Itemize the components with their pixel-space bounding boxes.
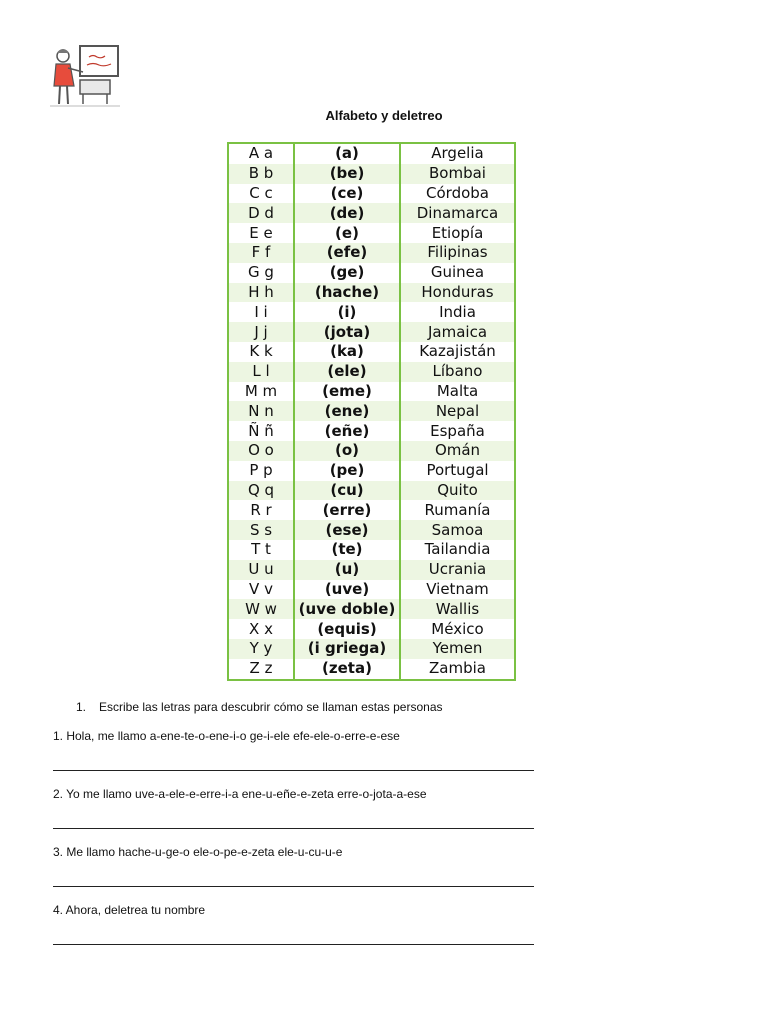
place-cell: Portugal <box>426 461 489 480</box>
letter-name-cell: (hache) <box>294 283 400 303</box>
letter-name-cell: (eñe) <box>294 421 400 441</box>
place-cell: India <box>439 302 476 321</box>
place-cell: Samoa <box>400 520 515 540</box>
letter-cell: E e <box>228 223 294 243</box>
answer-line-2[interactable] <box>53 828 534 829</box>
letter-cell: G g <box>228 263 294 283</box>
letter-name-cell: (e) <box>294 223 400 243</box>
answer-line-3[interactable] <box>53 886 534 887</box>
table-row <box>228 342 515 362</box>
letter-name-cell: (u) <box>294 560 400 580</box>
letter-name-cell: (de) <box>294 203 400 223</box>
letter-cell: R r <box>228 500 294 520</box>
letter-name-cell: (be) <box>294 164 400 184</box>
table-row <box>228 560 515 580</box>
table-row <box>228 382 515 402</box>
letter-cell: U u <box>228 560 294 580</box>
letter-name-cell: (uve doble) <box>294 599 400 619</box>
place-cell: Etiopía <box>431 223 484 242</box>
place-cell: Líbano <box>400 362 515 382</box>
table-row <box>228 520 515 540</box>
exercise-number: 1. <box>76 700 87 714</box>
table-row <box>228 639 515 659</box>
letter-name-cell: (zeta) <box>294 659 400 680</box>
table-row <box>228 203 515 223</box>
letter-name-cell: (ge) <box>294 263 400 283</box>
place-cell: Córdoba <box>426 183 489 202</box>
place-cell: Dinamarca <box>400 203 515 223</box>
letter-name-cell: (equis) <box>294 619 400 639</box>
letter-cell: F f <box>228 243 294 263</box>
letter-cell: T t <box>228 540 294 560</box>
letter-cell: K k <box>228 342 294 362</box>
exercise-instruction <box>76 700 443 714</box>
letter-cell: M m <box>228 382 294 402</box>
place-cell: Honduras <box>400 283 515 303</box>
place-cell: Zambia <box>429 659 486 678</box>
letter-cell: V v <box>228 580 294 600</box>
letter-cell: B b <box>228 164 294 184</box>
table-row <box>228 580 515 600</box>
letter-name-cell: (ene) <box>294 401 400 421</box>
answer-line-4[interactable] <box>53 944 534 945</box>
letter-name-cell: (pe) <box>294 461 400 481</box>
place-cell: Filipinas <box>400 243 515 263</box>
exercise-instruction-text: Escribe las letras para descubrir cómo se llaman estas personas <box>99 700 443 714</box>
letter-cell: D d <box>228 203 294 223</box>
letter-name-cell: (ese) <box>294 520 400 540</box>
letter-cell: L l <box>228 362 294 382</box>
letter-cell: Y y <box>228 639 294 659</box>
table-row <box>228 322 515 342</box>
place-cell: Bombai <box>400 164 515 184</box>
letter-name-cell: (a) <box>294 143 400 164</box>
table-row <box>228 659 515 680</box>
question-2: 2. Yo me llamo uve-a-ele-e-erre-i-a ene-u-eñe-e-zeta erre-o-jota-a-ese <box>53 787 427 801</box>
teacher-whiteboard-icon <box>50 42 122 110</box>
place-cell: Wallis <box>400 599 515 619</box>
place-cell: Kazajistán <box>419 342 496 361</box>
table-row <box>228 164 515 184</box>
letter-cell: H h <box>228 283 294 303</box>
alphabet-table <box>227 142 516 681</box>
letter-name-cell: (i) <box>294 302 400 322</box>
place-cell: Argelia <box>431 144 484 163</box>
place-cell: Tailandia <box>424 540 491 559</box>
letter-cell: I i <box>228 302 294 322</box>
place-cell: México <box>431 619 484 638</box>
letter-cell: W w <box>228 599 294 619</box>
table-row <box>228 421 515 441</box>
place-cell: España <box>430 421 485 440</box>
letter-cell: C c <box>228 184 294 204</box>
table-row <box>228 481 515 501</box>
letter-name-cell: (ce) <box>294 184 400 204</box>
letter-name-cell: (te) <box>294 540 400 560</box>
letter-cell: Q q <box>228 481 294 501</box>
place-cell: Quito <box>400 481 515 501</box>
letter-cell: P p <box>228 461 294 481</box>
place-cell: Omán <box>400 441 515 461</box>
table-row <box>228 441 515 461</box>
letter-cell: N n <box>228 401 294 421</box>
question-3: 3. Me llamo hache-u-ge-o ele-o-pe-e-zeta ele-u-cu-u-e <box>53 845 343 859</box>
letter-name-cell: (ka) <box>294 342 400 362</box>
table-row <box>228 302 515 322</box>
table-row <box>228 540 515 560</box>
table-row <box>228 263 515 283</box>
letter-name-cell: (erre) <box>294 500 400 520</box>
question-1: 1. Hola, me llamo a-ene-te-o-ene-i-o ge-i-ele efe-ele-o-erre-e-ese <box>53 729 400 743</box>
table-row <box>228 243 515 263</box>
place-cell: Nepal <box>400 401 515 421</box>
table-row <box>228 283 515 303</box>
letter-cell: Ñ ñ <box>228 421 294 441</box>
answer-line-1[interactable] <box>53 770 534 771</box>
letter-name-cell: (eme) <box>294 382 400 402</box>
letter-cell: S s <box>228 520 294 540</box>
table-row <box>228 143 515 164</box>
place-cell: Yemen <box>400 639 515 659</box>
letter-cell: O o <box>228 441 294 461</box>
table-row <box>228 500 515 520</box>
place-cell: Malta <box>436 381 479 400</box>
letter-name-cell: (i griega) <box>294 639 400 659</box>
letter-name-cell: (uve) <box>294 580 400 600</box>
table-row <box>228 599 515 619</box>
letter-cell: X x <box>228 619 294 639</box>
letter-name-cell: (jota) <box>294 322 400 342</box>
letter-name-cell: (cu) <box>294 481 400 501</box>
table-row <box>228 362 515 382</box>
letter-name-cell: (efe) <box>294 243 400 263</box>
worksheet-title: Alfabeto y deletreo <box>325 108 443 123</box>
place-cell: Jamaica <box>400 322 515 342</box>
place-cell: Guinea <box>430 263 485 282</box>
place-cell: Vietnam <box>426 579 489 598</box>
letter-name-cell: (ele) <box>294 362 400 382</box>
letter-cell: Z z <box>228 659 294 680</box>
letter-name-cell: (o) <box>294 441 400 461</box>
question-4: 4. Ahora, deletrea tu nombre <box>53 903 206 917</box>
table-row <box>228 461 515 481</box>
letter-cell: J j <box>228 322 294 342</box>
table-row <box>228 401 515 421</box>
table-row <box>228 184 515 204</box>
place-cell: Ucrania <box>400 560 515 580</box>
table-row <box>228 619 515 639</box>
table-row <box>228 223 515 243</box>
place-cell: Rumanía <box>424 500 491 519</box>
letter-cell: A a <box>228 143 294 164</box>
